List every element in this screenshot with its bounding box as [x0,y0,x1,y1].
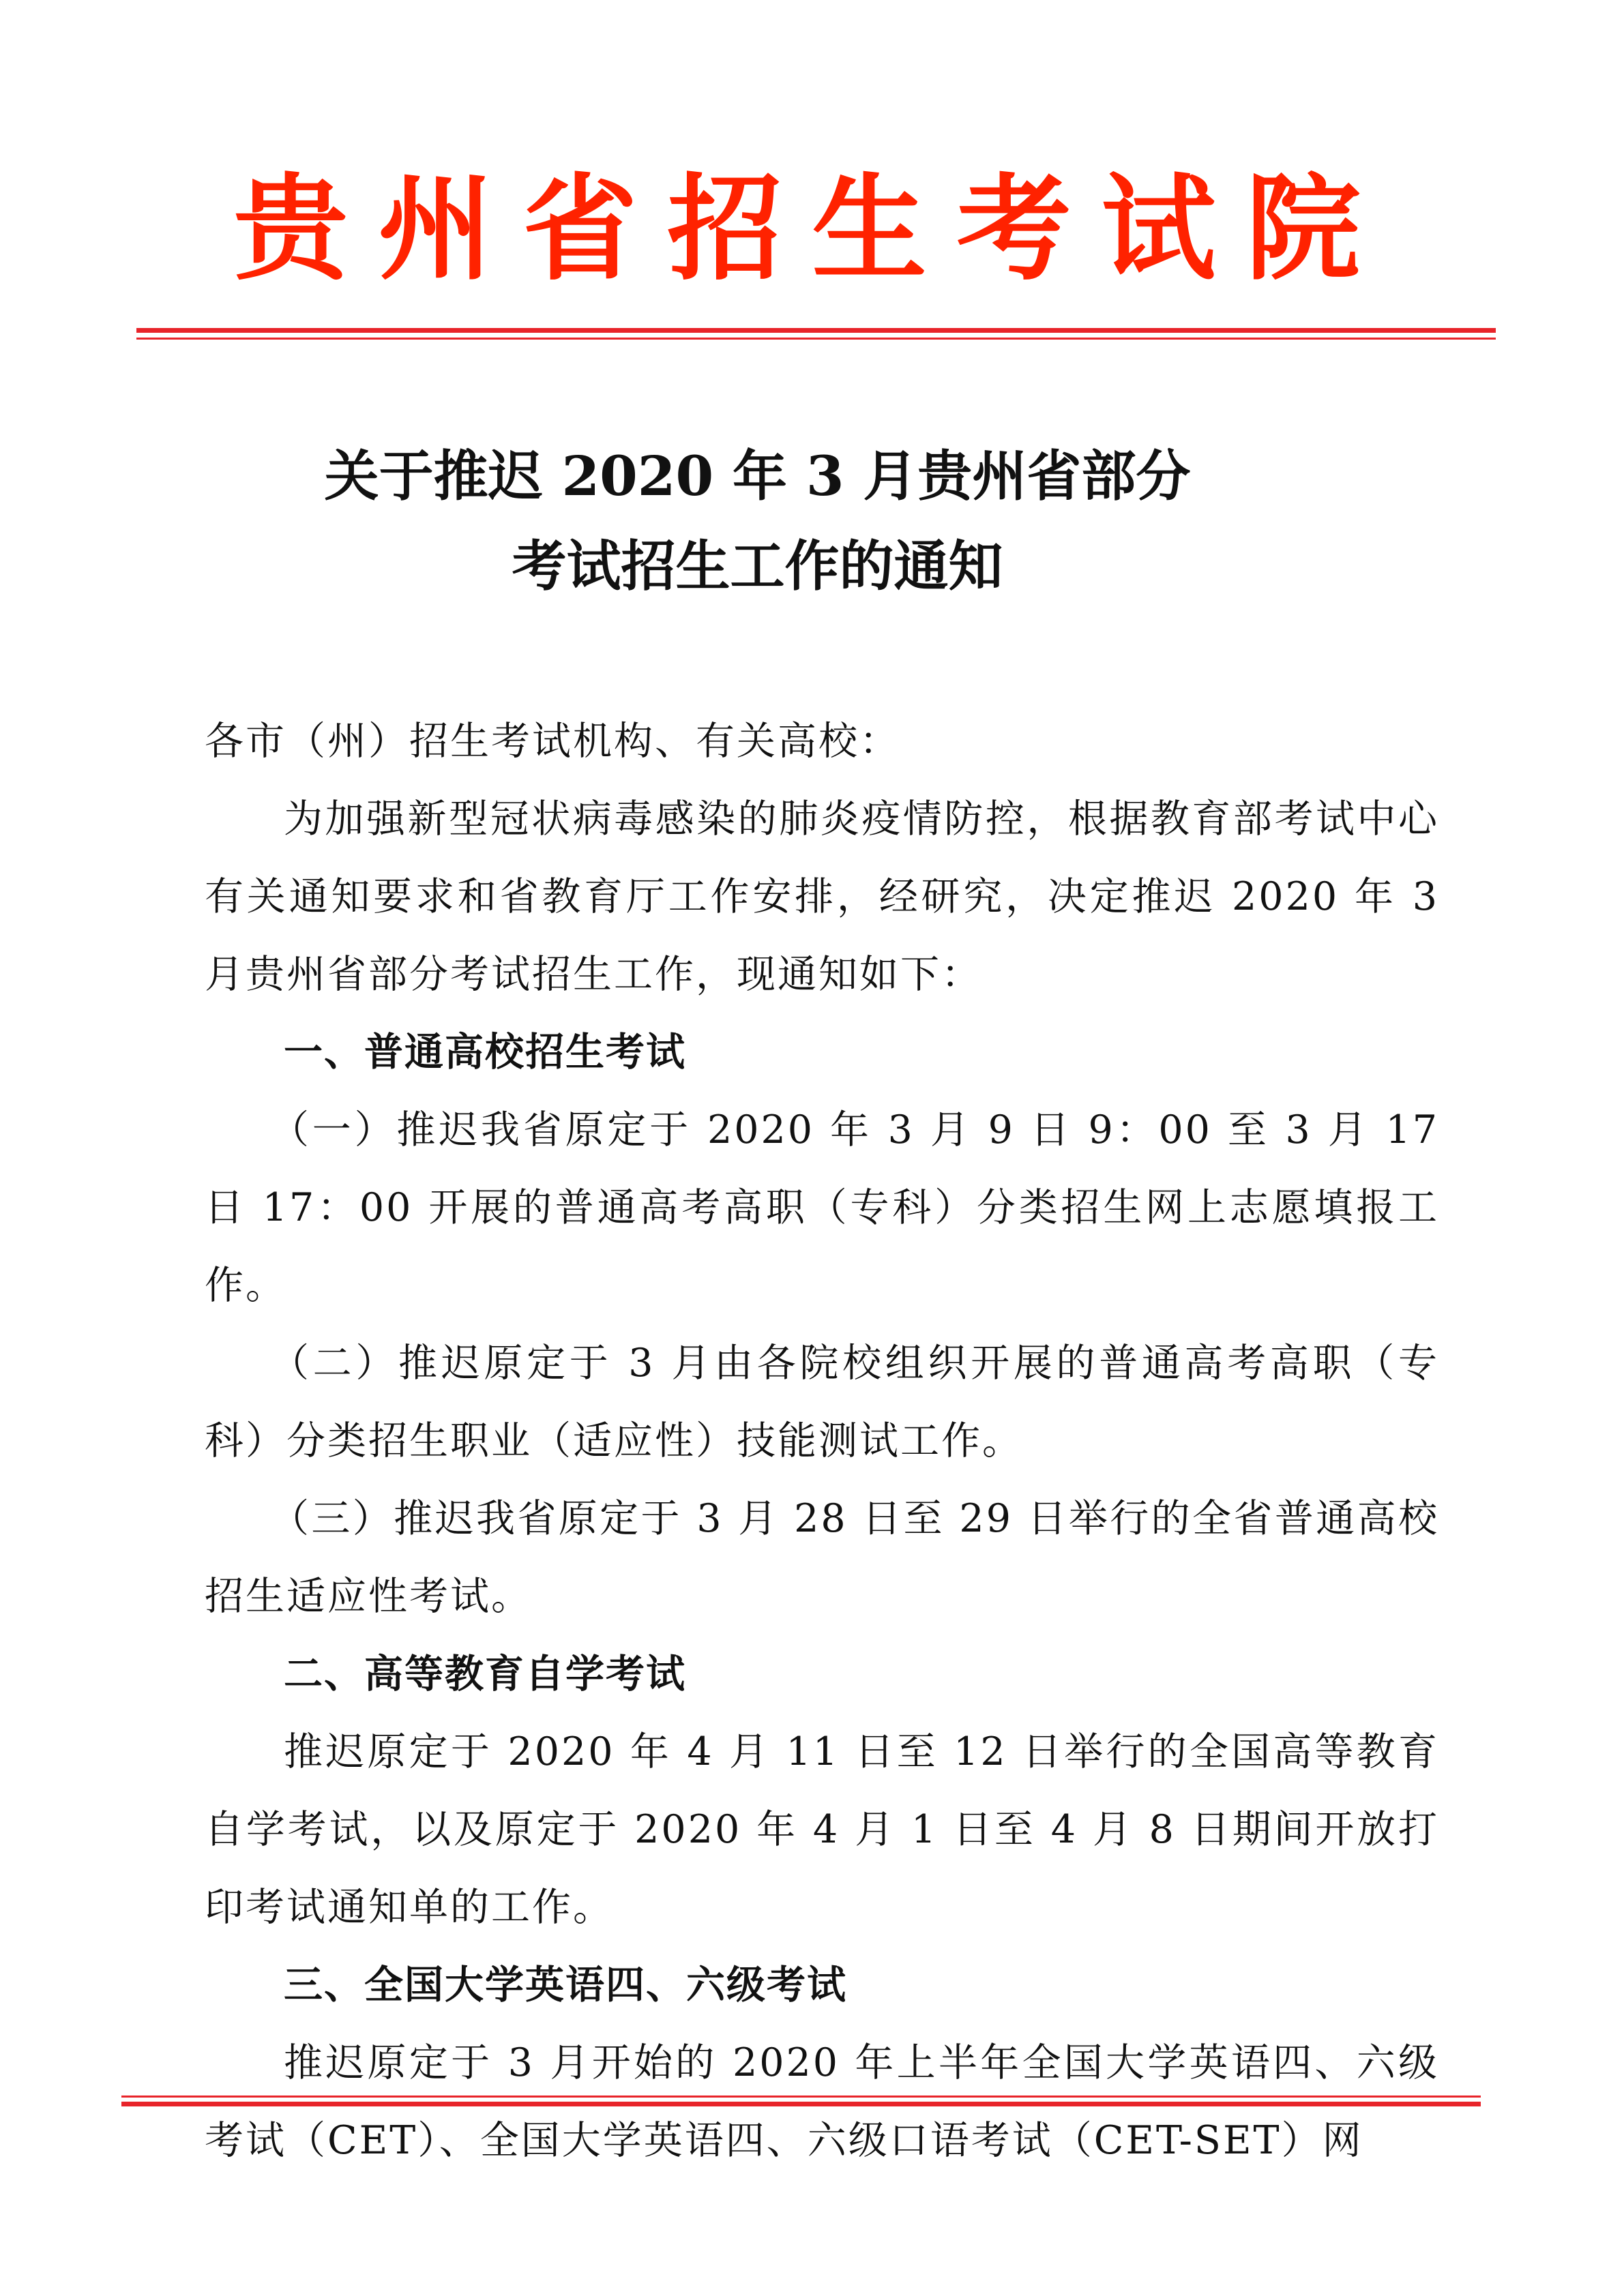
document-title-line1: 关于推迟 2020 年 3 月贵州省部分 [324,444,1191,508]
section-1-paragraph-3: （三）推迟我省原定于 3 月 28 日至 29 日举行的全省普通高校招生适应性考试。 [205,1496,1439,1619]
intro-paragraph: 为加强新型冠状病毒感染的肺炎疫情防控，根据教育部考试中心有关通知要求和省教育厅工作安排，经研究，决定推迟 2020 年 3 月贵州省部分考试招生工作，现通知如下： [205,796,1439,997]
header-rule-thin [136,338,1496,340]
organization-header: 贵州省招生考试院 [233,161,1391,296]
section-2-paragraph-1: 推迟原定于 2020 年 4 月 11 日至 12 日举行的全国高等教育自学考试，以及原定于 2020 年 4 月 1 日至 4 月 8 日期间开放打印考试通知单的工作。 [205,1729,1439,1930]
salutation: 各市（州）招生考试机构、有关高校： [205,719,900,764]
section-heading-2: 二、高等教育自学考试 [284,1652,686,1697]
footer-rule-thick [121,2102,1481,2106]
document-title-line2: 考试招生工作的通知 [512,534,1003,598]
section-1-paragraph-1: （一）推迟我省原定于 2020 年 3 月 9 日 9：00 至 3 月 17 日 17：00 开展的普通高考高职（专科）分类招生网上志愿填报工作。 [205,1107,1439,1308]
section-heading-1: 一、普通高校招生考试 [284,1030,686,1075]
section-1-paragraph-2: （二）推迟原定于 3 月由各院校组织开展的普通高考高职（专科）分类招生职业（适应性）技能测试工作。 [205,1341,1439,1463]
footer-rule-thin [121,2096,1481,2098]
document-body [205,702,1439,2179]
section-heading-3: 三、全国大学英语四、六级考试 [284,1963,847,2008]
section-3-paragraph-1: 推迟原定于 3 月开始的 2020 年上半年全国大学英语四、六级考试（CET）、全国大学英语四、六级口语考试（CET-SET）网 [205,2040,1439,2163]
header-rule-thick [136,328,1496,333]
